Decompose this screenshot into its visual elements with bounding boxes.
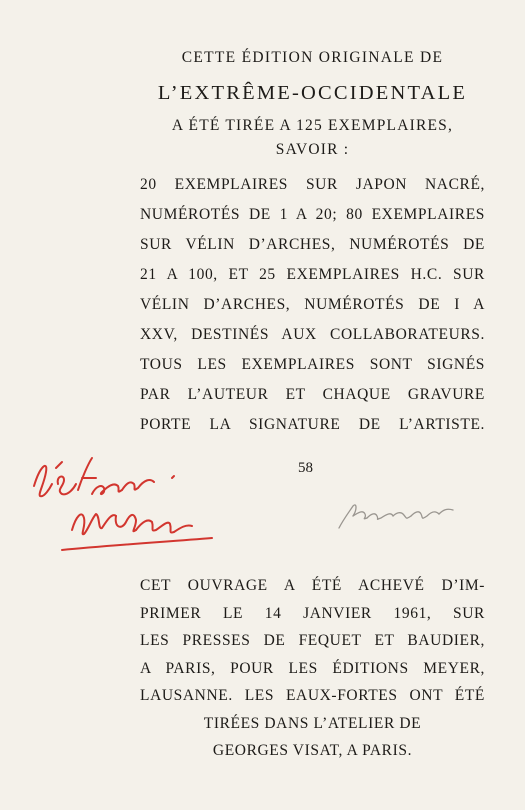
colophon-line: PRIMER LE 14 JANVIER 1961, SUR [140,604,485,622]
edition-intro-line: CETTE ÉDITION ORIGINALE DE [181,49,444,66]
colophon-line: CET OUVRAGE A ÉTÉ ACHEVÉ D’IM- [140,577,485,594]
colophon-line: TIRÉES DANS L’ATELIER DE [203,714,422,732]
book-title: L’EXTRÊME-OCCIDENTALE [157,82,468,104]
artist-signature [335,490,465,535]
print-run-line: A ÉTÉ TIRÉE A 125 EXEMPLAIRES, [171,117,454,134]
limitation-line: TOUS LES EXEMPLAIRES SONT SIGNÉS [140,356,485,373]
colophon-line: LES PRESSES DE FEQUET ET BAUDIER, [140,632,485,649]
limitation-line: 21 A 100, ET 25 EXEMPLAIRES H.C. SUR [140,266,485,283]
limitation-line: 20 EXEMPLAIRES SUR JAPON NACRÉ, [140,176,485,193]
savoir-line: SAVOIR : [275,141,350,158]
colophon-line: GEORGES VISAT, A PARIS. [212,742,413,759]
limitation-line: PORTE LA SIGNATURE DE L’ARTISTE. [140,416,485,433]
printer-colophon [140,572,485,765]
limitation-line: XXV, DESTINÉS AUX COLLABORATEURS. [140,326,485,343]
limitation-line: PAR L’AUTEUR ET CHAQUE GRAVURE [140,386,485,403]
limitation-statement [140,170,485,440]
colophon-line: LAUSANNE. LES EAUX-FORTES ONT ÉTÉ [140,687,485,704]
copy-number: 58 [298,460,313,476]
limitation-line: VÉLIN D’ARCHES, NUMÉROTÉS DE I A [140,296,485,313]
limitation-line: NUMÉROTÉS DE 1 A 20; 80 EXEMPLAIRES [140,206,485,223]
colophon-header [140,46,485,162]
editor-signature [22,450,222,580]
limitation-line: SUR VÉLIN D’ARCHES, NUMÉROTÉS DE [140,236,485,253]
colophon-line: A PARIS, POUR LES ÉDITIONS MEYER, [140,659,485,677]
